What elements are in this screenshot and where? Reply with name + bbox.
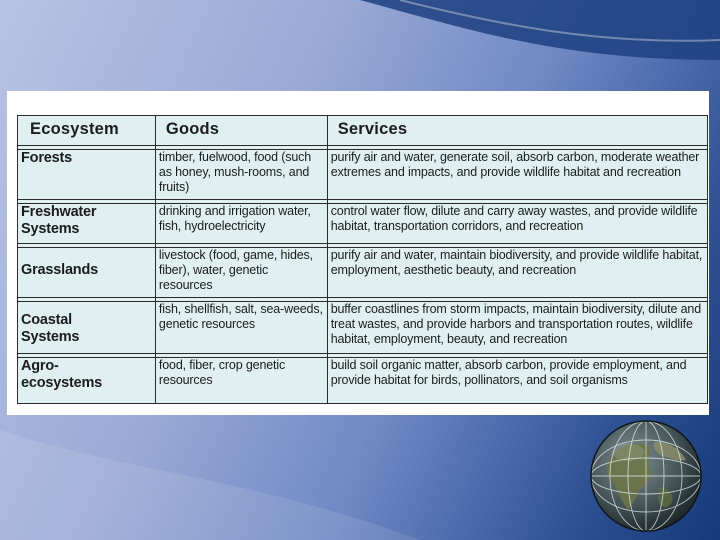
services-cell: buffer coastlines from storm impacts, maintain biodiversity, dilute and treat wastes, and provide harbors and transportation routes, wildlife habitat, employment, beauty, and recreation xyxy=(327,302,707,354)
header-goods: Goods xyxy=(155,116,327,146)
ecosystem-name: Agro- xyxy=(21,358,59,374)
table-panel xyxy=(7,91,709,415)
goods-cell: drinking and irrigation water, fish, hydroelectricity xyxy=(155,204,327,244)
ecosystem-name-line2: Systems xyxy=(21,329,80,345)
ecosystem-name: Forests xyxy=(21,150,72,166)
ecosystem-name: Coastal xyxy=(21,312,72,328)
services-cell: control water flow, dilute and carry away wastes, and provide wildlife habitat, transportation corridors, and recreation xyxy=(327,204,707,244)
ecosystem-cell xyxy=(18,204,156,244)
table-row xyxy=(18,302,708,354)
table-row xyxy=(18,358,708,404)
goods-cell: timber, fuelwood, food (such as honey, mush-rooms, and fruits) xyxy=(155,150,327,200)
table-row xyxy=(18,248,708,298)
services-cell: purify air and water, maintain biodiversity, and provide wildlife habitat, employment, aesthetic beauty, and recreation xyxy=(327,248,707,298)
table-header-row xyxy=(18,116,708,146)
header-ecosystem: Ecosystem xyxy=(18,116,156,146)
header-services: Services xyxy=(327,116,707,146)
table-row xyxy=(18,150,708,200)
ecosystem-cell xyxy=(18,150,156,200)
ecosystem-name-line2: ecosystems xyxy=(21,375,103,391)
services-cell: build soil organic matter, absorb carbon, provide employment, and provide habitat for birds, pollinators, and soil organisms xyxy=(327,358,707,404)
ecosystem-cell xyxy=(18,248,156,298)
ecosystem-cell xyxy=(18,358,156,404)
ecosystem-name-line2: Systems xyxy=(21,221,80,237)
goods-cell: fish, shellfish, salt, sea-weeds, genetic resources xyxy=(155,302,327,354)
goods-cell: food, fiber, crop genetic resources xyxy=(155,358,327,404)
table-row xyxy=(18,204,708,244)
ecosystem-goods-services-table xyxy=(17,115,708,404)
earth-globe-icon xyxy=(588,418,704,534)
goods-cell: livestock (food, game, hides, fiber), water, genetic resources xyxy=(155,248,327,298)
ecosystem-name: Freshwater xyxy=(21,204,97,220)
services-cell: purify air and water, generate soil, absorb carbon, moderate weather extremes and impacts, and provide wildlife habitat and recreation xyxy=(327,150,707,200)
ecosystem-name: Grasslands xyxy=(21,262,98,278)
ecosystem-cell xyxy=(18,302,156,354)
